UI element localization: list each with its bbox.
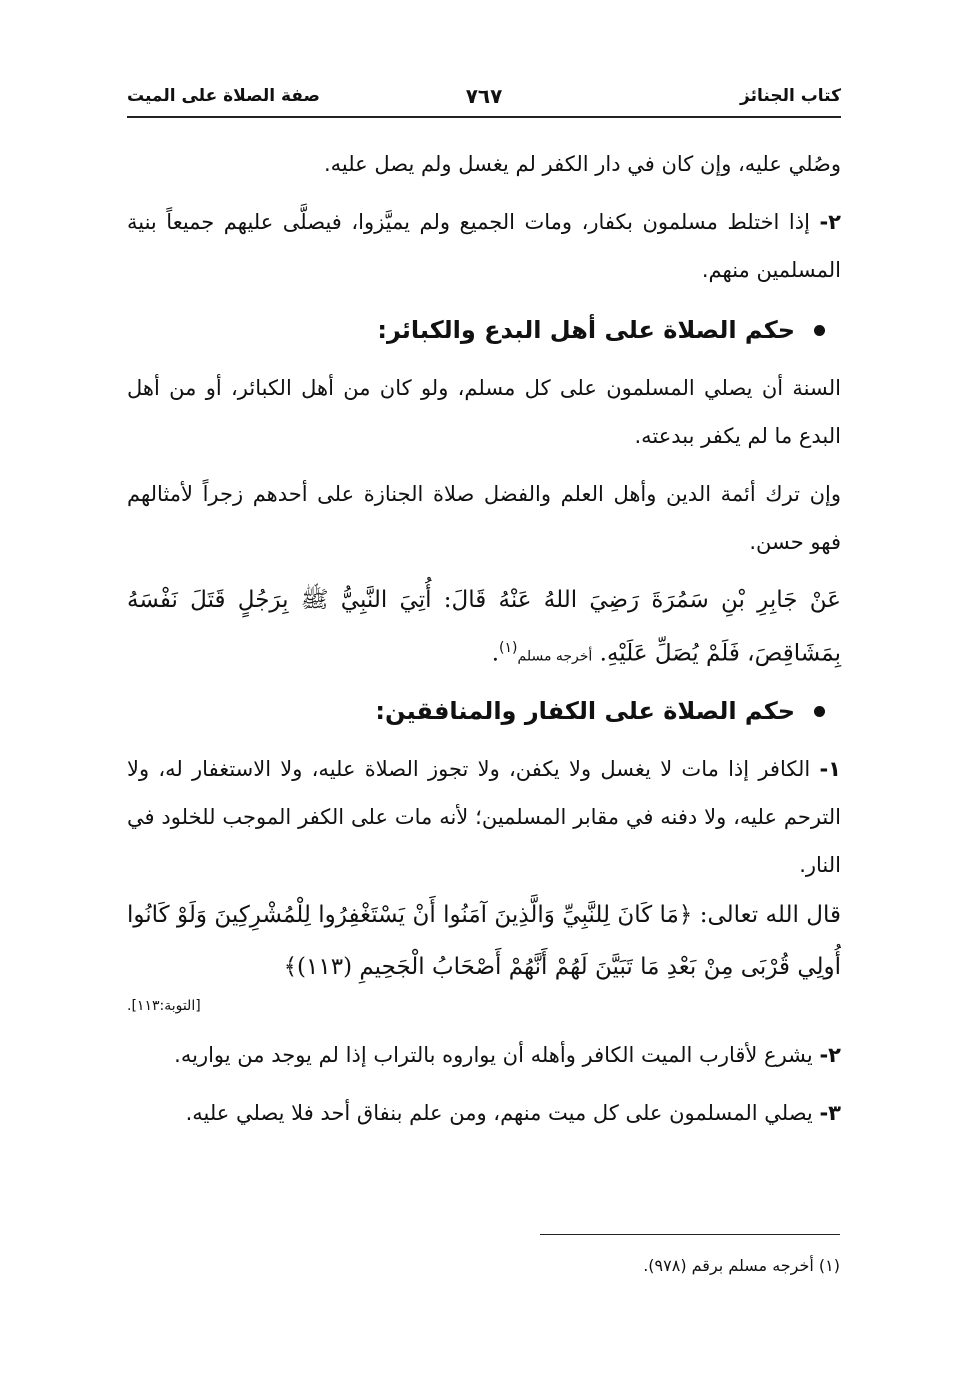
section-heading-innovators	[127, 304, 841, 356]
hadith-source: أخرجه مسلم	[517, 648, 593, 665]
section-title: صفة الصلاة على الميت	[127, 86, 320, 106]
footnote-divider	[540, 1234, 840, 1235]
item-number: ٣-	[819, 1100, 841, 1125]
quran-reference: [التوبة:١١٣].	[127, 997, 201, 1014]
bullet-icon	[814, 325, 825, 336]
item-text: يشرع لأقارب الميت الكافر وأهله أن يواروه بالتراب إذا لم يوجد من يواريه.	[174, 1042, 813, 1067]
item-number: ١-	[819, 756, 841, 781]
continuation-line: وصُلي عليه، وإن كان في دار الكفر لم يغسل ولم يصل عليه.	[323, 152, 841, 176]
item-text: الكافر إذا مات لا يغسل ولا يكفن، ولا تجوز الصلاة عليه، ولا الاستغفار له، ولا الترحم عليه، ولا دفنه في مقابر المسلمين؛ لأنه مات على الكفر الموجب للخلود في النار.	[127, 756, 841, 877]
item-text: يصلي المسلمون على كل ميت منهم، ومن علم بنفاق أحد فلا يصلي عليه.	[185, 1100, 813, 1125]
hadith-body: عَنْ جَابِرِ بْنِ سَمُرَةَ رَضِيَ اللهُ عَنْهُ قَالَ: أُتِيَ النَّبِيُّ ﷺ بِرَجُلٍ قَتَلَ نَفْسَهُ بِمَشَاقِصَ، فَلَمْ يُصَلِّ عَلَيْهِ.	[127, 587, 841, 667]
footnote-marker: (١)	[499, 640, 518, 656]
bullet-icon	[814, 706, 825, 717]
item-text: إذا اختلط مسلمون بكفار، ومات الجميع ولم يميَّزوا، فيصلَّى عليهم جميعاً بنية المسلمين منهم.	[127, 210, 841, 282]
quran-text: ﴿مَا كَانَ لِلنَّبِيِّ وَالَّذِينَ آمَنُوا أَنْ يَسْتَغْفِرُوا لِلْمُشْرِكِينَ وَلَوْ كَانُوا أُولِي قُرْبَى مِنْ بَعْدِ مَا تَبَيَّنَ لَهُمْ أَنَّهُمْ أَصْحَابُ الْجَحِيمِ (١١٣)﴾	[127, 901, 841, 980]
quran-intro: قال الله تعالى:	[699, 901, 841, 928]
footnote: (١) أخرجه مسلم برقم (٩٧٨).	[643, 1256, 840, 1275]
item-number: ٢-	[819, 210, 841, 234]
heading-text: حكم الصلاة على الكفار والمنافقين:	[375, 696, 795, 725]
quran-verse	[127, 889, 841, 993]
heading-text: حكم الصلاة على أهل البدع والكبائر:	[377, 316, 795, 344]
main-text	[127, 140, 841, 1147]
paragraph-sunnah: السنة أن يصلي المسلمون على كل مسلم، ولو كان من أهل الكبائر، أو من أهل البدع ما لم يكفر ببدعته.	[127, 376, 841, 448]
list-item-2	[127, 198, 841, 294]
list-item-3	[127, 1089, 841, 1137]
chapter-title: كتاب الجنائز	[740, 86, 841, 106]
paragraph-leaders: وإن ترك أئمة الدين وأهل العلم والفضل صلاة الجنازة على أحدهم زجراً لأمثالهم فهو حسن.	[127, 482, 841, 554]
item-number: ٢-	[819, 1042, 841, 1067]
list-item-2b	[127, 1031, 841, 1079]
hadith-text: عَنْ جَابِرِ بْنِ سَمُرَةَ رَضِيَ اللهُ عَنْهُ قَالَ: أُتِيَ النَّبِيُّ ﷺ بِرَجُلٍ قَتَلَ نَفْسَهُ بِمَشَاقِصَ، فَلَمْ يُصَلِّ عَلَيْهِ. أخرجه مسلم$^{(١)}$.	[127, 587, 841, 667]
section-heading-disbelievers	[127, 685, 841, 737]
list-item-1	[127, 745, 841, 889]
running-header	[127, 82, 841, 118]
page-number: ٧٦٧	[465, 84, 503, 108]
